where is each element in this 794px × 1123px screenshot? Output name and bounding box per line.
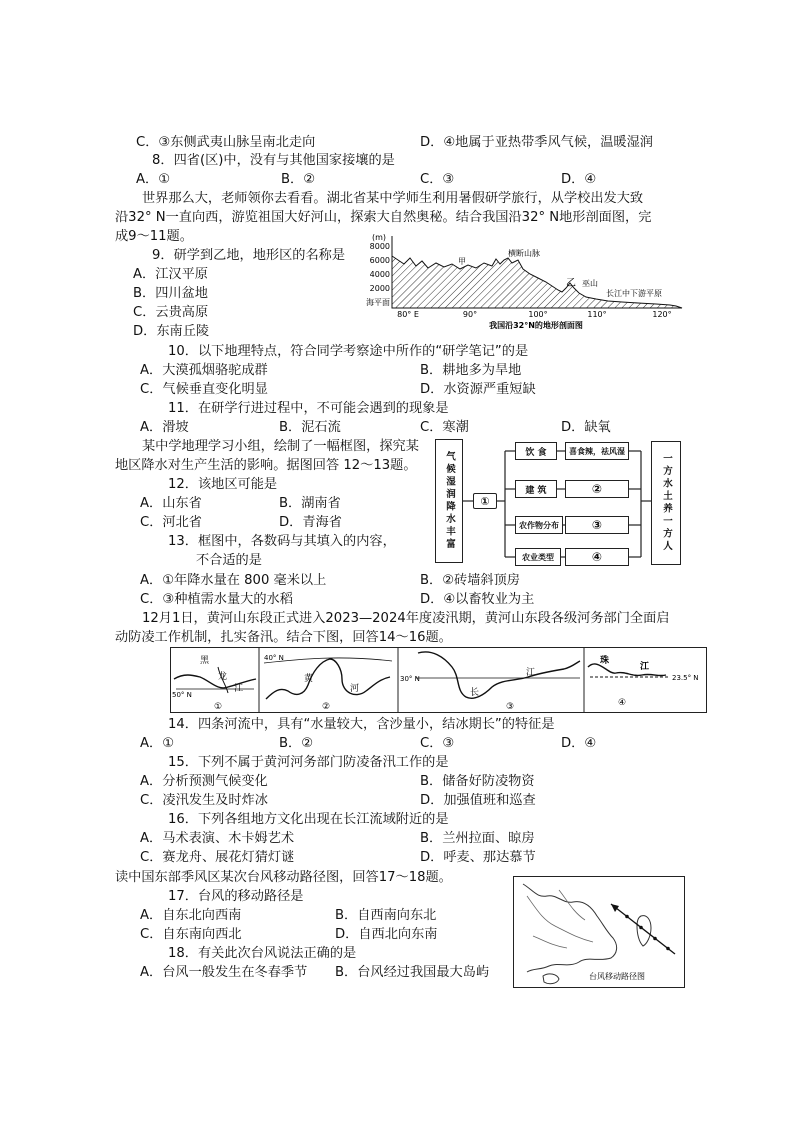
svg-text:黄: 黄 [304,674,314,684]
option-10a: A．大漠孤烟骆驼成群 [140,363,268,378]
flowchart-circle-1: ① [473,493,497,509]
question-11: 11．在研学行进过程中，不可能会遇到的现象是 [168,401,449,416]
profile-ytick: 4000 [369,270,390,279]
terrain-profile-shape [392,256,682,308]
option-14b: B．② [279,736,314,751]
svg-text:珠: 珠 [600,656,610,666]
option-8b: B．② [281,172,316,187]
option-7c: C．③东侧武夷山脉呈南北走向 [136,135,316,150]
svg-text:江: 江 [640,662,650,672]
svg-text:②: ② [322,702,331,712]
option-10c: C．气候垂直变化明显 [140,382,268,397]
profile-ytick: 海平面 [366,298,390,307]
profile-ytick: 6000 [369,256,390,265]
option-12b: B．湖南省 [279,496,341,511]
question-9: 9．研学到乙地，地形区的名称是 [152,248,346,263]
flowchart-result-3: ③ [565,516,629,534]
flowchart-result-food: 喜食辣，祛风湿 [565,442,629,460]
hainan-island [543,974,559,984]
question-18: 18．有关此次台风说法正确的是 [168,946,357,961]
option-13b: B．②砖墙斜顶房 [420,573,520,588]
label-yi: 乙 [566,278,576,289]
option-10d: D．水资源严重短缺 [420,382,536,397]
option-13a: A．①年降水量在 800 毫米以上 [140,573,327,588]
svg-text:23.5° N: 23.5° N [672,674,699,682]
question-16: 16．下列各组地方文化出现在长江流域附近的是 [168,812,449,827]
svg-text:40° N: 40° N [264,654,284,662]
profile-xtick: 90° [462,310,478,319]
passage-12-13-line1: 某中学地理学习小组，绘制了一幅框图，探究某 [142,439,419,454]
terrain-profile-chart [360,230,690,332]
option-7d: D．④地属于亚热带季风气候，温暖湿润 [420,135,653,150]
question-14: 14．四条河流中，具有“水量较大，含沙量小，结冰期长”的特征是 [168,717,555,732]
option-11d: D．缺氧 [561,420,611,435]
option-9b: B．四川盆地 [133,286,208,301]
option-11b: B．泥石流 [279,420,341,435]
option-12c: C．河北省 [140,515,202,530]
profile-ytick: 2000 [369,284,390,293]
option-16a: A．马术表演、木卡姆艺术 [140,831,295,846]
svg-text:④: ④ [618,698,627,708]
flowchart-row-food: 饮 食 [515,442,557,460]
option-10b: B．耕地多为旱地 [420,363,522,378]
option-15b: B．储备好防凌物资 [420,774,535,789]
svg-text:30° N: 30° N [400,675,420,683]
profile-unit: (m) [372,233,387,242]
passage-14-16-line2: 动防凌工作机制，扎实备汛。结合下图，回答14～16题。 [115,630,452,645]
svg-text:黑: 黑 [200,656,210,666]
option-14d: D．④ [561,736,597,751]
option-18b: B．台风经过我国最大岛屿 [335,965,490,980]
option-18a: A．台风一般发生在冬春季节 [140,965,308,980]
option-17d: D．自西北向东南 [335,927,438,942]
option-8c: C．③ [420,172,455,187]
flowchart-row-agriculture: 农业类型 [515,548,561,566]
option-11c: C．寒潮 [420,420,469,435]
option-15d: D．加强值班和巡查 [420,793,536,808]
option-9d: D．东南丘陵 [133,324,210,339]
profile-xtick: 120° [652,310,672,319]
passage-9-11-line3: 成9～11题。 [115,229,193,244]
option-13d: D．④以畜牧业为主 [420,592,535,607]
svg-text:河: 河 [350,684,360,694]
passage-14-16-line1: 12月1日，黄河山东段正式进入2023—2024年度凌汛期，黄河山东段各级河务部门全面启 [142,611,670,626]
profile-xtick: 100° [528,310,548,319]
option-14a: A．① [140,736,175,751]
svg-text:龙: 龙 [218,672,228,682]
question-15: 15．下列不属于黄河河务部门防凌备汛工作的是 [168,755,449,770]
passage-12-13-line2: 地区降水对生产生活的影响。据图回答 12～13题。 [115,458,417,473]
flowchart-left-box: 气候湿润降水丰富 [435,439,463,563]
option-14c: C．③ [420,736,455,751]
option-8d: D．④ [561,172,597,187]
option-17a: A．自东北向西南 [140,908,242,923]
flowchart-row-building: 建 筑 [515,480,557,498]
label-plain: 长江中下游平原 [606,289,662,298]
question-12: 12．该地区可能是 [168,477,278,492]
question-10: 10．以下地理特点，符合同学考察途中所作的“研学笔记”的是 [168,344,529,359]
passage-17-18: 读中国东部季风区某次台风移动路径图，回答17～18题。 [115,870,452,885]
svg-text:③: ③ [506,702,515,712]
svg-text:长: 长 [470,688,480,698]
profile-xtick: 110° [587,310,607,319]
option-11a: A．滑坡 [140,420,189,435]
label-jia: 甲 [458,257,466,266]
option-12d: D．青海省 [279,515,342,530]
option-12a: A．山东省 [140,496,202,511]
option-15a: A．分析预测气候变化 [140,774,268,789]
label-hengduan: 横断山脉 [508,249,540,258]
label-wushan: 巫山 [582,279,598,288]
flowchart-right-box: 一方水土养一方人 [651,441,681,565]
question-13-cont: 不合适的是 [196,553,262,568]
svg-text:江: 江 [526,668,536,678]
flowchart-row-crops: 农作物分布 [515,516,563,534]
option-15c: C．凌汛发生及时炸冰 [140,793,268,808]
question-8: 8．四省(区)中，没有与其他国家接壤的是 [152,153,395,168]
question-17: 17．台风的移动路径是 [168,889,304,904]
option-16c: C．赛龙舟、展花灯猜灯谜 [140,850,295,865]
flowchart [435,435,685,570]
question-13: 13．框图中，各数码与其填入的内容， [168,534,396,549]
typhoon-map-caption: 台风移动路径图 [589,972,645,981]
option-13c: C．③种植需水量大的水稻 [140,592,293,607]
passage-9-11-line2: 沿32° N一直向西，游览祖国大好河山，探索大自然奥秘。结合我国沿32° N地形剖面图，完 [115,210,652,225]
passage-9-11-line1: 世界那么大，老师领你去看看。湖北省某中学师生利用暑假研学旅行，从学校出发大致 [142,191,644,206]
option-17b: B．自西南向东北 [335,908,437,923]
option-17c: C．自东南向西北 [140,927,242,942]
option-16d: D．呼麦、那达慕节 [420,850,536,865]
svg-text:①: ① [214,702,223,712]
svg-text:江: 江 [234,684,244,694]
option-8a: A．① [136,172,171,187]
svg-text:50° N: 50° N [172,691,192,699]
flowchart-result-4: ④ [565,548,629,566]
profile-caption: 我国沿32°N的地形剖面图 [489,321,583,330]
profile-xtick: 80° E [397,310,419,319]
option-9a: A．江汉平原 [133,267,208,282]
option-9c: C．云贵高原 [133,305,209,320]
option-16b: B．兰州拉面、晾房 [420,831,535,846]
four-rivers-map [170,647,707,713]
flowchart-result-2: ② [565,480,629,498]
profile-ytick: 8000 [369,242,390,251]
typhoon-path-map [513,876,685,988]
